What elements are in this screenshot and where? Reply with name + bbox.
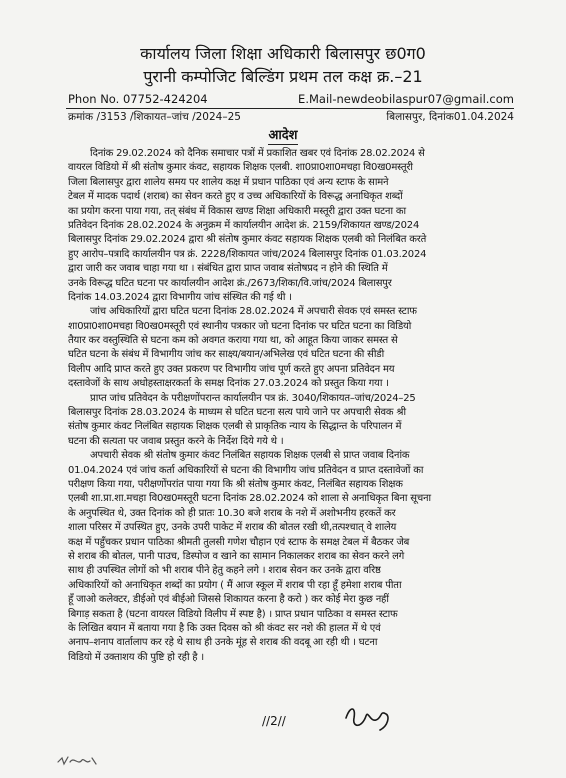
order-text-line: हूँ जाओ कलेक्टर, डीईओ एवं बीईओ जिससे शिकायत करना है करो ) कर कोई मेरा कुछ नहीं bbox=[68, 594, 389, 606]
order-text-line: विडियो में उक्ताशय की पुष्टि हो रही है । bbox=[68, 651, 204, 663]
office-title: कार्यालय जिला शिक्षा अधिकारी बिलासपुर छ0ग0 bbox=[140, 44, 426, 63]
order-text-line: दिनांक 29.02.2024 को दैनिक समाचार पत्रों में प्रकाशित खबर एवं दिनांक 28.02.2024 से bbox=[90, 148, 425, 159]
order-text-line: साथ ही उपस्थित लोगों को भी शराब पीने हेतु कहने लगे । शराब सेवन कर उनके द्वारा वरिष्ठ bbox=[68, 565, 381, 577]
order-text-line: बिगाड़ सकता है (घटना वायरल विडियो विलीप में स्पष्ट है) । प्राप्त प्रधान पाठिका व समस्त स्टाफ bbox=[68, 608, 398, 620]
order-text-line: हुए आरोप–पत्रादि कार्यालयीन पत्र क्रं. 2228/शिकायत जांच/2024 बिलासपुर दिनांक 01.03.2024 bbox=[68, 248, 427, 260]
order-text-line: तैयार कर वस्तुस्थिति से घटना कम को अवगत कराया गया था, को आहूत किया जाकर समस्त से bbox=[68, 335, 398, 347]
order-text-line: घटित घटना के संबंध में विभागीय जांच कर साक्ष्य/बयान/अभिलेख एवं घटित घटना की सीडी bbox=[68, 349, 385, 361]
order-text-line: परीक्षण किया गया, परीक्षणोंपरांत पाया गया कि श्री संतोष कुमार कंवट, निलंबित सहायक शिक्षक bbox=[68, 478, 403, 490]
order-text-line: कक्ष में पहुँचकर प्रधान पाठिका श्रीमती तुलसी गणेश चौहान एवं स्टाफ के समक्ष टेबल में बैठकर जेब bbox=[68, 536, 410, 548]
order-text-line: प्राप्त जांच प्रतिवेदन के परीक्षणोंपरान्त कार्यालयीन पत्र क्रं. 3040/शिकायत–जांच/2024–25 bbox=[90, 392, 416, 404]
order-text-line: के लिखित बयान में बताया गया है कि उक्त दिवस को श्री कंवट सर नशे की हालत में थे एवं bbox=[68, 622, 381, 634]
order-text-line: शाला परिसर में उपस्थित हुए, उनके उपरी पाकेट में शराब की बोतल रखी थी,तत्पश्चात् वे शालेय bbox=[68, 522, 397, 534]
order-heading-text: आदेश bbox=[268, 128, 298, 143]
header-divider bbox=[66, 108, 514, 109]
order-text-line: का प्रयोग करना पाया गया, तत् संबंध में विकास खण्ड शिक्षा अधिकारी मस्तूरी द्वारा उक्त घटना का bbox=[68, 205, 406, 217]
order-text-line: के अनुपस्थित थे, उक्त दिनांक को ही प्रातः 10.30 बजे शराब के नशे में अशोभनीय हरकतें कर bbox=[68, 507, 396, 519]
order-text-line: 01.04.2024 एवं जांच कर्ता अधिकारियों से घटना की विभागीय जांच प्रतिवेदन व प्राप्त दस्तावेजों का bbox=[68, 464, 424, 476]
signature-mark bbox=[340, 698, 400, 734]
order-text-line: बिलासपुर दिनांक 28.03.2024 के माध्यम से घटित घटना सत्य पाये जाने पर अपचारी सेवक श्री bbox=[68, 407, 406, 419]
order-text-line: उनके विरूद्ध घटित घटना पर कार्यालयीन आदेश क्रं./2673/शिका/वि.जांच/2024 बिलासपुर bbox=[68, 277, 392, 289]
order-heading bbox=[0, 128, 566, 144]
order-text-line: अधिकारियों को अनाधिकृत शब्दों का प्रयोग ( मैं आज स्कूल में शराब पी रहा हूँ हमेशा शराब पीता bbox=[68, 579, 402, 591]
order-text-line: दस्तावेजों के साथ अधोहस्ताक्षरकर्ता के समक्ष दिनांक 27.03.2024 को प्रस्तुत किया गया । bbox=[68, 378, 389, 390]
order-text-line: एलबी शा.प्रा.शा.मचहा वि0ख0मस्तूरी घटना दिनांक 28.02.2024 को शाला से अनाधिकृत बिना सूचना bbox=[68, 493, 431, 505]
order-text-line: अनाप–शनाप वार्तालाप कर रहे थे साथ ही उनके मूंह से शराब की वदबू आ रही थी । घटना bbox=[68, 637, 378, 649]
order-text-line: टेबल में मादक पदार्थ (शराब) का सेवन करते हुए व उच्च अधिकारियों के विरूद्ध अनाधिकृत शब्दों bbox=[68, 191, 403, 203]
initials-mark bbox=[56, 752, 100, 770]
place-date: बिलासपुर, दिनांक01.04.2024 bbox=[386, 111, 514, 123]
order-text-line: से शराब की बोतल, पानी पाउच, डिस्पोज व खाने का सामान निकालकर शराब का सेवन करने लगे bbox=[68, 550, 405, 562]
order-text-line: शा0प्रा0शा0मचहा वि0ख0मस्तूरी एवं स्थानीय पत्रकार जो घटना दिनांक पर घटित घटना का विडियो bbox=[68, 320, 412, 332]
order-text-line: वायरल विडियो में श्री संतोष कुमार कंवट, सहायक शिक्षक एलबी. शा0प्रा0शा0मचहा वि0ख0मस्तूरी bbox=[68, 162, 413, 174]
phone-number: Phon No. 07752-424204 bbox=[68, 92, 208, 106]
order-body bbox=[68, 147, 516, 665]
office-address: पुरानी कम्पोजिट बिल्डिंग प्रथम तल कक्ष क्र.–21 bbox=[143, 67, 423, 86]
page-number: //2// bbox=[262, 714, 286, 728]
email-address: E.Mail-newdeobilaspur07@gmail.com bbox=[298, 92, 514, 106]
order-text-line: संतोष कुमार कंवट निलंबित सहायक शिक्षक एलबी से प्राकृतिक न्याय के सिद्धान्त के परिपालन में bbox=[68, 421, 402, 433]
order-text-line: जिला बिलासपुर द्वारा शालेय समय पर शालेय कक्ष में प्रधान पाठिका एवं अन्य स्टाफ के सामने bbox=[68, 176, 389, 188]
reference-number: क्रमांक /3153 /शिकायत–जांच /2024–25 bbox=[68, 111, 241, 123]
order-text-line: अपचारी सेवक श्री संतोष कुमार कंवट निलंबित सहायक शिक्षक एलबी से प्राप्त जवाब दिनांक bbox=[90, 450, 410, 462]
order-text-line: दिनांक 14.03.2024 द्वारा विभागीय जांच संस्थित की गई थी । bbox=[68, 291, 292, 303]
order-text-line: द्वारा जारी कर जवाब चाहा गया था । संबंधित द्वारा प्राप्त जवाब संतोषप्रद न होने की स्थिति में bbox=[68, 263, 388, 275]
order-text-line: प्रतिवेदन दिनांक 28.02.2024 के अनुक्रम में कार्यालयीन आदेश क्रं. 2159/शिकायत खण्ड/2024 bbox=[68, 219, 420, 231]
order-text-line: बिलासपुर दिनांक 29.02.2024 द्वारा श्री संतोष कुमार कंवट सहायक शिक्षक एलबी को निलंबित करते bbox=[68, 234, 427, 246]
order-text-line: विलीप आदि प्राप्त करते हुए उक्त प्रकरण पर विभागीय जांच पूर्ण करते हुए अपना प्रतिवेदन मय bbox=[68, 363, 395, 375]
order-text-line: जांच अधिकारियों द्वारा घटित घटना दिनांक 28.02.2024 में अपचारी सेवक एवं समस्त स्टाफ bbox=[90, 306, 417, 318]
order-text-line: घटना की सत्यता पर जवाब प्रस्तुत करने के निर्देश दिये गये थे । bbox=[68, 435, 284, 447]
